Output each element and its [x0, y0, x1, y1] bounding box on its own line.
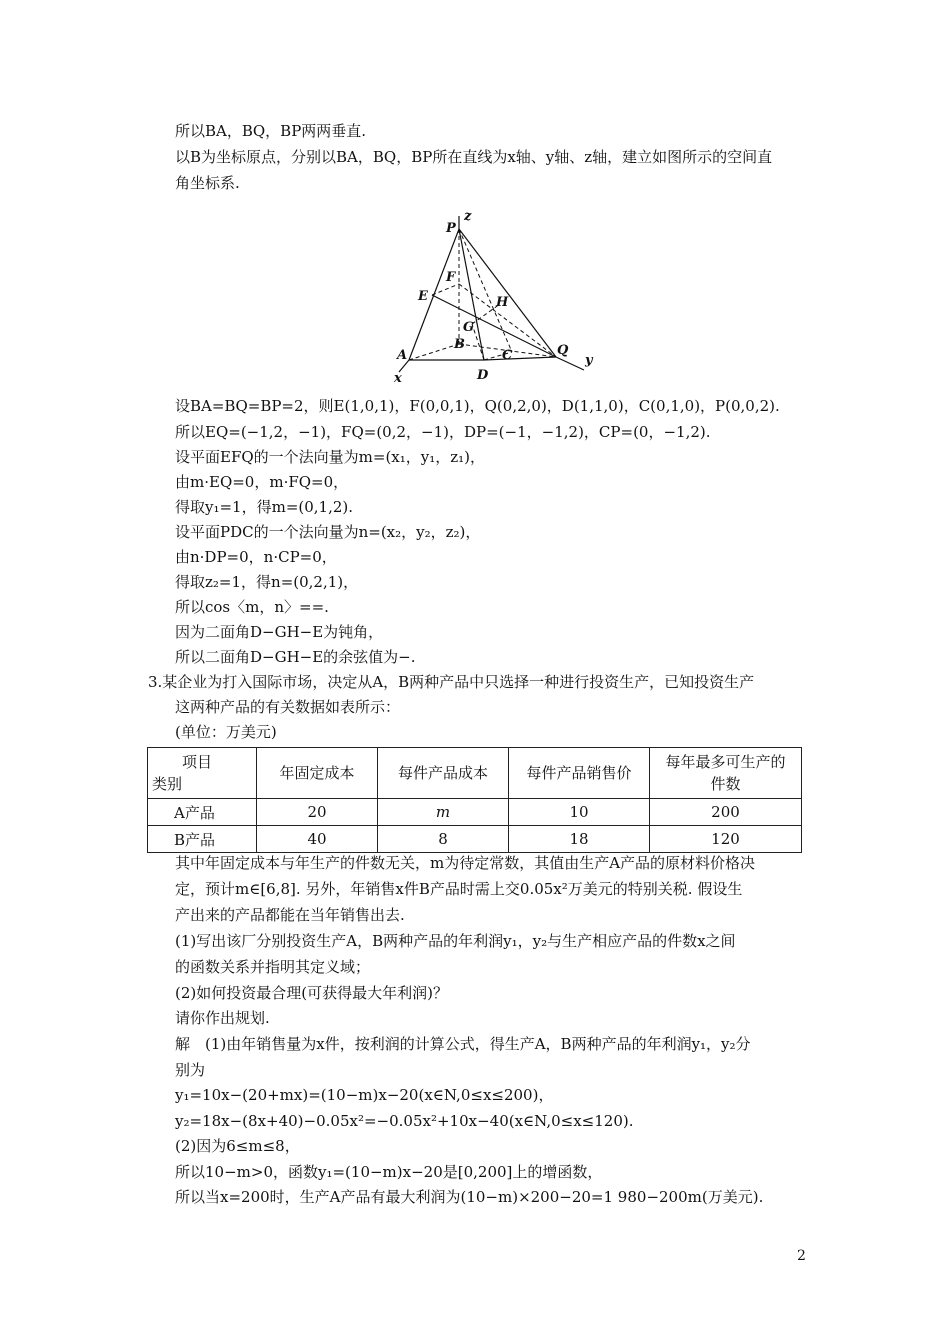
table-cell: 18 [509, 826, 650, 853]
table-header: 每件产品成本 [378, 748, 509, 799]
label-y: y [585, 353, 593, 368]
table-cell: 40 [257, 826, 378, 853]
data-table [147, 747, 802, 853]
text-line: (2)如何投资最合理(可获得最大年利润)？ [175, 984, 448, 1002]
text-line: 产出来的产品都能在当年销售出去. [175, 906, 405, 924]
text-line: (1)写出该厂分别投资生产A，B两种产品的年利润y₁，y₂与生产相应产品的件数x之间 [175, 932, 736, 950]
label-H: H [496, 295, 509, 310]
text-line: y₁=10x−(20+mx)=(10−m)x−20(x∈N,0≤x≤200)， [175, 1086, 554, 1104]
edge-PQ [459, 229, 556, 357]
table-row [148, 826, 802, 853]
label-E: E [418, 289, 428, 304]
text-line: 所以BA，BQ，BP两两垂直. [175, 122, 367, 140]
edge-DQ [484, 357, 556, 360]
text-line: 的函数关系并指明其定义域； [175, 958, 371, 976]
text-line: 解 (1)由年销售量为x件，按利润的计算公式，得生产A，B两种产品的年利润y₁，y₂分 [175, 1035, 751, 1053]
table-cell: 20 [257, 799, 378, 826]
table-cell: 10 [509, 799, 650, 826]
text-line: 所以cos〈m，n〉==. [175, 598, 329, 616]
table-cell: m [378, 799, 509, 826]
text-line: 所以10−m>0，函数y₁=(10−m)x−20是[0,200]上的增函数， [175, 1163, 603, 1181]
text-line: 因为二面角D−GH−E为钝角， [175, 623, 384, 641]
label-Q: Q [557, 343, 569, 358]
page-number: 2 [797, 1248, 806, 1264]
text-line: 设BA=BQ=BP=2，则E(1,0,1)，F(0,0,1)，Q(0,2,0)，D(1,1,0)，C(0,1,0)，P(0,0,2). [175, 397, 780, 415]
table-cell: B产品 [148, 826, 257, 853]
text-line: 其中年固定成本与年生产的件数无关，m为待定常数，其值由生产A产品的原材料价格决 [175, 854, 756, 872]
text-line: 设平面PDC的一个法向量为n=(x₂，y₂，z₂)， [175, 523, 481, 541]
pyramid-figure [384, 212, 604, 392]
table-header-row [148, 748, 802, 799]
text-line: 这两种产品的有关数据如表所示： [175, 698, 401, 716]
text-line: 得取z₂=1，得n=(0,2,1)， [175, 573, 359, 591]
table-cell: 200 [650, 799, 802, 826]
label-B: B [454, 337, 465, 352]
text-line: 所以当x=200时，生产A产品有最大利润为(10−m)×200−20=1 980−200m(万美元). [175, 1188, 764, 1206]
text-line: 由n·DP=0，n·CP=0， [175, 548, 337, 566]
axis-y [556, 357, 584, 370]
text-line: 所以EQ=(−1,2，−1)，FQ=(0,2，−1)，DP=(−1，−1,2)，CP=(0，−1,2). [175, 423, 711, 441]
label-P: P [446, 221, 456, 236]
table-header: 年固定成本 [257, 748, 378, 799]
text-line: 设平面EFQ的一个法向量为m=(x₁，y₁，z₁)， [175, 448, 486, 466]
table-header: 每年最多可生产的 件数 [650, 748, 802, 799]
text-line: 定，预计m∈[6,8]. 另外，年销售x件B产品时需上交0.05x²万美元的特别关税. 假设生 [175, 880, 743, 898]
table-row [148, 799, 802, 826]
text-line: (2)因为6≤m≤8， [175, 1137, 300, 1155]
unit-note: (单位：万美元) [175, 723, 277, 741]
table-header: 每件产品销售价 [509, 748, 650, 799]
text-line: 角坐标系. [175, 174, 240, 192]
label-x: x [394, 371, 402, 386]
text-line: 所以二面角D−GH−E的余弦值为−. [175, 648, 416, 666]
table-cell: 8 [378, 826, 509, 853]
label-A: A [397, 348, 408, 363]
label-z: z [464, 212, 472, 224]
label-F: F [446, 270, 456, 285]
table-cell: 120 [650, 826, 802, 853]
text-line: 请你作出规划. [175, 1009, 270, 1027]
label-G: G [463, 320, 475, 335]
text-line: 以B为坐标原点，分别以BA，BQ，BP所在直线为x轴、y轴、z轴，建立如图所示的空间直 [175, 148, 773, 166]
table-corner-cell: 项目 类别 [148, 748, 257, 799]
table-cell: A产品 [148, 799, 257, 826]
text-line: 得取y₁=1，得m=(0,1,2). [175, 498, 354, 516]
problem-3-line: 3.某企业为打入国际市场，决定从A，B两种产品中只选择一种进行投资生产，已知投资生产 [148, 673, 755, 691]
label-D: D [477, 368, 489, 383]
text-line: 由m·EQ=0，m·FQ=0， [175, 473, 349, 491]
text-line: 别为 [175, 1061, 206, 1079]
label-C: C [502, 348, 513, 363]
text-line: y₂=18x−(8x+40)−0.05x²=−0.05x²+10x−40(x∈N,0≤x≤120). [175, 1112, 634, 1130]
edge-EQ [432, 295, 556, 357]
edge-AB-dashed [409, 344, 459, 360]
